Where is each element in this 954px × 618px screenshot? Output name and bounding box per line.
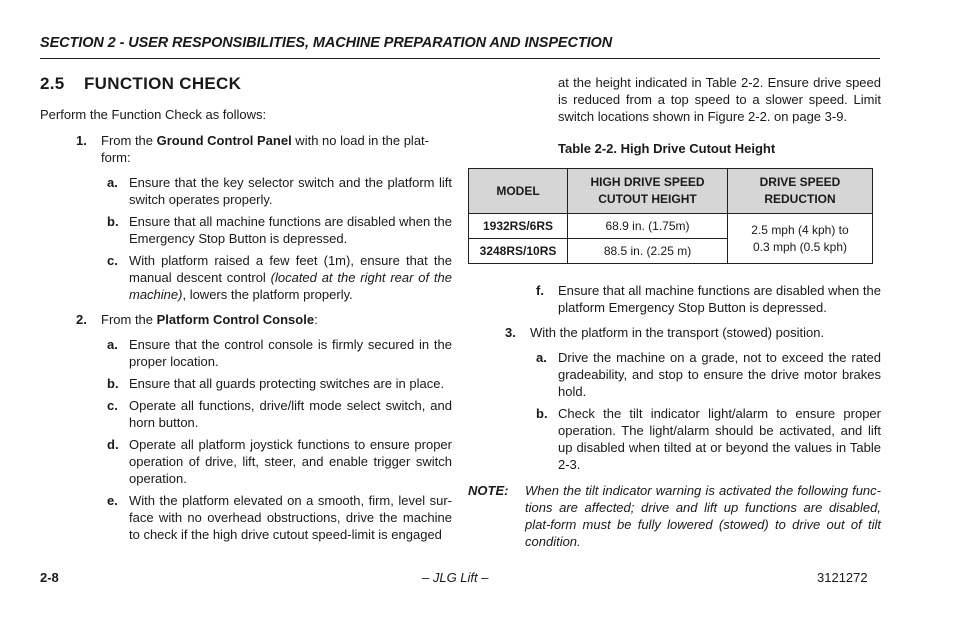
table-caption: Table 2-2. High Drive Cutout Height: [558, 141, 776, 156]
step-3b-label: b.: [536, 406, 548, 421]
step-2a-text: Ensure that the control console is firmly secured in the proper location.: [129, 337, 452, 369]
step-2b-label: b.: [107, 376, 119, 391]
footer-center: – JLG Lift –: [422, 570, 489, 585]
table-header-row: [469, 169, 873, 214]
section-title: SECTION 2 - USER RESPONSIBILITIES, MACHINE PREPARATION AND INSPECTION: [40, 35, 613, 51]
note-label: NOTE:: [468, 483, 509, 498]
step-2c-text: Operate all functions, drive/lift mode select switch, and horn button.: [129, 398, 452, 430]
intro-text: Perform the Function Check as follows:: [40, 107, 267, 122]
step-1b-text: Ensure that all machine functions are disabled when the Emergency Stop Button is depressed.: [129, 214, 452, 246]
step-1a-text: Ensure that the key selector switch and the platform lift switch operates properly.: [129, 175, 452, 207]
step-2a-label: a.: [107, 337, 118, 352]
step-1c-label: c.: [107, 253, 118, 268]
step-1-text: [101, 132, 441, 166]
heading-number: 2.5: [40, 74, 65, 93]
height-cell: 68.9 in. (1.75m): [568, 214, 728, 239]
section-heading: [40, 74, 241, 94]
speed-reduction-cell: [728, 214, 873, 264]
step-1c-part1: With platform raised a few feet (1m), ensure that the manual descent control: [129, 253, 452, 285]
step-2-number: 2.: [76, 312, 87, 327]
platform-control-console: Platform Control Console: [156, 312, 315, 327]
step-2e-label: e.: [107, 493, 118, 508]
step-3a-label: a.: [536, 350, 547, 365]
page-number: 2-8: [40, 570, 59, 585]
step-3b-text: Check the tilt indicator light/alarm to ensure proper operation. The light/alarm should be activated, and lift up disabled when tilted at or beyond the values in Table 2-3.: [558, 406, 881, 472]
step-1a-label: a.: [107, 175, 118, 190]
header-rule: [40, 58, 880, 59]
step-2-post: :: [314, 312, 318, 327]
step-3a-text: Drive the machine on a grade, not to exceed the rated gradeability, and stop to ensure the drive motor brakes hold.: [558, 350, 881, 399]
step-2e-continued: at the height indicated in Table 2-2. Ensure drive speed is reduced from a top speed to a slower speed. Limit switch locations shown in Figure 2-2. on page 3-9.: [558, 75, 881, 124]
header-speed-reduction: DRIVE SPEED REDUCTION: [728, 169, 873, 214]
cutout-height-table: [468, 168, 873, 264]
step-2e-text: With the platform elevated on a smooth, firm, level sur-face with no overhead obstructions, drive the machine to check if the high drive cutout speed-limit is engaged: [129, 493, 452, 542]
table-row: [469, 214, 873, 239]
step-2d-label: d.: [107, 437, 119, 452]
heading-title: FUNCTION CHECK: [84, 74, 242, 93]
step-2-text: [101, 311, 441, 328]
step-2f-label: f.: [536, 283, 544, 298]
step-3-text: With the platform in the transport (stowed) position.: [530, 325, 825, 340]
note-text: When the tilt indicator warning is activated the following func-tions are affected; drive and lift up functions are disabled, plat-form must be fully lowered (stowed) to drive out of tilt condition.: [525, 483, 881, 549]
step-2-pre: From the: [101, 312, 157, 327]
step-2c-label: c.: [107, 398, 118, 413]
step-1c-italic: (located at the right rear of the machine): [129, 270, 453, 302]
step-3-number: 3.: [505, 325, 516, 340]
step-2d-text: Operate all platform joystick functions to ensure proper operation of drive, lift, steer, and enable trigger switch operation.: [129, 437, 452, 486]
step-1-post: with no load in the plat-form:: [101, 133, 429, 165]
reduction-line-2: 0.3 mph (0.5 kph): [752, 239, 848, 254]
ground-control-panel: Ground Control Panel: [156, 133, 292, 148]
header-cutout-height: HIGH DRIVE SPEED CUTOUT HEIGHT: [568, 169, 728, 214]
step-1-pre: From the: [101, 133, 157, 148]
step-1c-text: [129, 252, 452, 303]
document-number: 3121272: [817, 570, 868, 585]
step-1b-label: b.: [107, 214, 119, 229]
step-1c-part2: , lowers the platform properly.: [182, 287, 353, 302]
model-cell: 3248RS/10RS: [469, 239, 568, 264]
step-2f-text: Ensure that all machine functions are disabled when the platform Emergency Stop Button is depressed.: [558, 283, 881, 315]
reduction-line-1: 2.5 mph (4 kph) to: [751, 222, 849, 237]
height-cell: 88.5 in. (2.25 m): [568, 239, 728, 264]
header-model: MODEL: [469, 169, 568, 214]
step-1-number: 1.: [76, 133, 87, 148]
step-2b-text: Ensure that all guards protecting switches are in place.: [129, 376, 445, 391]
model-cell: 1932RS/6RS: [469, 214, 568, 239]
